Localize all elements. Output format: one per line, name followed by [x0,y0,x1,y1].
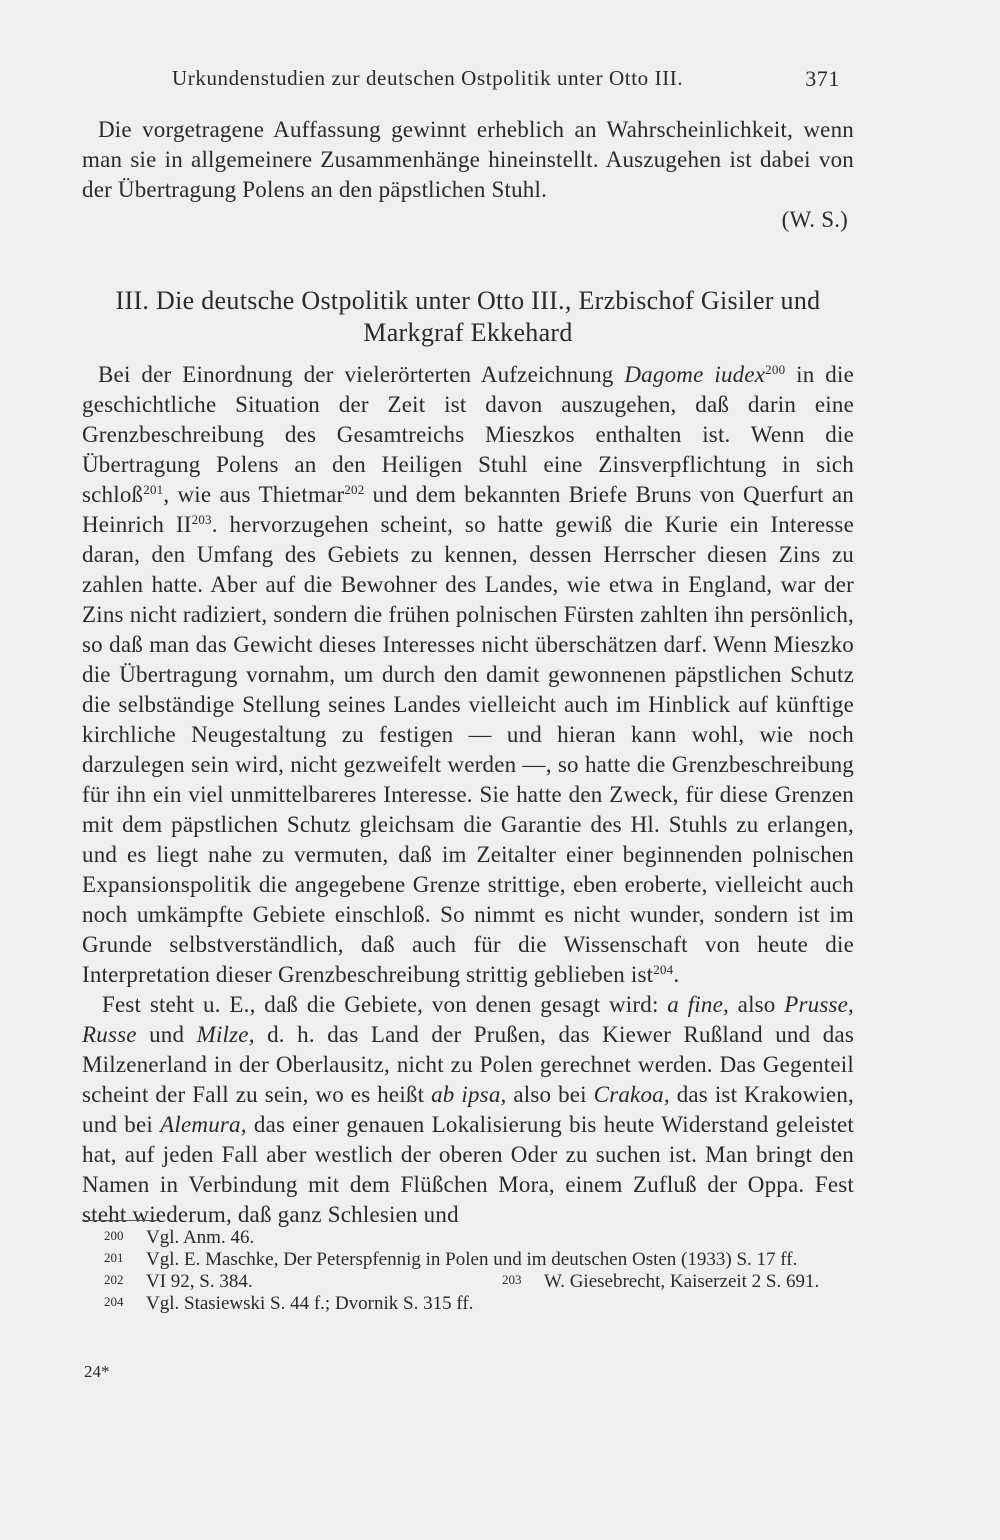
footnote-ref-203[interactable]: 203 [191,512,212,527]
footnote-203 [480,1271,819,1293]
latin-term: Alemura, [160,1112,247,1137]
footnote-201 [82,1249,864,1271]
footnote-text: Vgl. E. Maschke, Der Peterspfennig in Polen und im deutschen Osten (1933) S. 17 ff. [146,1249,798,1270]
footnote-text: VI 92, S. 384. [146,1271,253,1292]
latin-term: ab ipsa, [431,1082,507,1107]
intro-section [82,115,854,235]
paragraph-1 [82,360,854,990]
footnote-number: 200 [104,1228,124,1243]
latin-term: a fine, [667,992,729,1017]
signature-mark: 24* [84,1362,110,1381]
text-run: das ist Krakowien, und bei [82,1082,854,1137]
section-heading [82,285,854,349]
page-number: 371 [805,66,840,91]
footnote-ref-200[interactable]: 200 [765,362,786,377]
author-initials: (W. S.) [781,207,848,232]
latin-term: Prusse, Russe [82,992,855,1047]
text-run: , wie aus Thietmar [163,482,345,507]
text-run: Fest steht u. E., daß die Gebiete, von denen gesagt wird: [102,992,668,1017]
section-heading-line-1: III. Die deutsche Ostpolitik unter Otto III., Erzbischof Gisiler und [115,286,821,315]
footnotes [82,1227,864,1315]
footnote-divider [82,1220,158,1221]
footnote-number: 204 [104,1294,124,1309]
latin-term: Crakoa, [593,1082,670,1107]
footnote-200 [82,1227,864,1249]
footnote-ref-204[interactable]: 204 [653,962,674,977]
text-run: d. h. das Land der Prußen, das Kiewer Rußland und das Milzenerland in der Oberlausitz, nicht zu Polen gerechnet werden. Das Gegenteil scheint der Fall zu sein, wo es heißt [82,1022,855,1107]
footnote-number: 201 [104,1250,124,1265]
footnote-text: W. Giesebrecht, Kaiserzeit 2 S. 691. [544,1271,820,1292]
body-text [82,360,854,1230]
text-run: also [728,992,785,1017]
text-run: . hervorzugehen scheint, so hatte gewiß die Kurie ein Interesse daran, den Umfang des Gebiets zu kennen, dessen Herrscher diesen Zins zu zahlen hatte. Aber auf die Bewohner des Landes, wie etwa in England, war der Zins nicht radiziert, sondern die frühen polnischen Fürsten zahlten ihn persönlich, so daß man das Gewicht dieses Interesses nicht überschätzen darf. Wenn Mieszko die Übertragung vornahm, um durch den damit gewonnenen päpstlichen Schutz die selbständige Stellung seines Landes vielleicht auch im Hinblick auf künftige kirchliche Neugestaltung zu festigen — und hieran kann wohl, wie noch darzulegen sein wird, nicht gezweifelt werden —, so hatte die Grenzbeschreibung für ihn ein viel unmittelbareres Interesse. Sie hatte den Zweck, für diese Grenzen mit dem päpstlichen Schutz gleichsam die Garantie des Hl. Stuhls zu erlangen, und es liegt nahe zu vermuten, daß im Zeitalter einer beginnenden polnischen Expansionspolitik die angegebene Grenze strittige, eben eroberte, vielleicht auch noch umkämpfte Gebiete einschloß. So nimmt es nicht wunder, sondern ist im Grunde selbstverständlich, daß auch für die Wissenschaft von heute die Interpretation dieser Grenzbeschreibung strittig geblieben ist [82,512,854,987]
footnote-text: Vgl. Anm. 46. [146,1227,255,1248]
text-run: also bei [506,1082,594,1107]
footnote-204 [82,1293,864,1315]
footnote-202 [82,1271,253,1293]
footnote-text: Vgl. Stasiewski S. 44 f.; Dvornik S. 315 ff. [146,1293,474,1314]
latin-term: Milze, [196,1022,255,1047]
intro-paragraph: Die vorgetragene Auffassung gewinnt erheblich an Wahrscheinlichkeit, wenn man sie in allgemeinere Zusammenhänge hineinstellt. Auszugehen ist dabei von der Übertragung Polens an den päpstlichen Stuhl. [82,117,854,202]
footnote-ref-201[interactable]: 201 [143,482,164,497]
running-head [172,66,840,91]
text-run: und dem bekannten Briefe Bruns von Querfurt an Heinrich II [82,482,854,537]
paragraph-2 [82,990,854,1230]
text-run: . [673,962,680,987]
text-run: Bei der Einordnung der vielerörterten Aufzeichnung [98,362,625,387]
text-run: und [136,1022,197,1047]
section-heading-line-2: Markgraf Ekkehard [363,318,573,347]
text-run: in die geschichtliche Situation der Zeit ist davon auszugehen, daß darin eine Grenzbeschreibung des Gesamtreichs Mieszkos enthalten ist. Wenn die Übertragung Polens an den Heiligen Stuhl eine Zinsverpflichtung in sich schloß [82,362,854,507]
latin-term: Dagome iudex [624,362,766,387]
footnote-number: 202 [104,1272,124,1287]
footnote-number: 203 [502,1272,522,1287]
footnote-ref-202[interactable]: 202 [344,482,365,497]
text-run: das einer genauen Lokalisierung bis heute Widerstand geleistet hat, auf jeden Fall aber westlich der oberen Oder zu suchen ist. Man bringt den Namen in Verbindung mit dem Flüßchen Mora, einem Zufluß der Oppa. Fest steht wiederum, daß ganz Schlesien und [82,1112,855,1227]
running-head-title: Urkundenstudien zur deutschen Ostpolitik unter Otto III. [172,66,684,90]
footnote-row-202-203 [82,1271,864,1293]
